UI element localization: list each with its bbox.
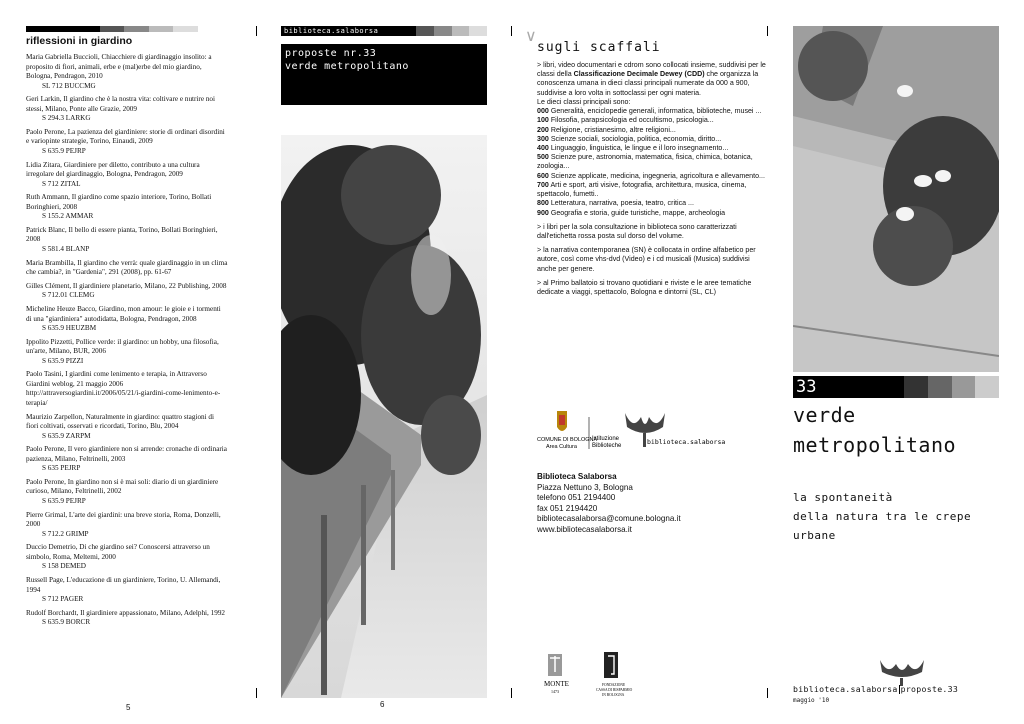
sponsor-logos [544, 652, 644, 700]
issue-label: proposte nr.33 [285, 48, 377, 59]
bibliography-entry [26, 305, 228, 334]
dewey-code: 000 [537, 107, 549, 116]
entry-shelfmark: S 635.9 PEJRP [42, 496, 86, 505]
bibliography-entry [26, 259, 228, 278]
entry-citation: Lidia Zitara, Giardiniere per diletto, contributo a una cultura irregolare del giardinaggio, Bologna, Pendragon, 2009 [26, 160, 200, 179]
entry-shelfmark: S 712 ZITAL [42, 179, 81, 188]
monte-logo [548, 654, 562, 676]
bibliography-entry [26, 53, 228, 91]
entry-citation: Maria Gabriella Buccioli, Chiacchiere di giardinaggio insolito: a proposito di fiori, animali, erbe e (mal)erbe del mio giardino, Bologna, Pendragon, 2010 [26, 53, 212, 80]
bibliography-entry [26, 576, 228, 605]
dewey-class [537, 209, 725, 217]
bibliography-entry [26, 370, 228, 408]
dewey-label: Religione, cristianesimo, altre religioni... [550, 125, 676, 134]
entry-citation: Rudolf Borchardt, Il giardiniere appassionato, Milano, Adelphi, 1992 [26, 608, 226, 617]
dewey-class [537, 172, 765, 180]
entry-shelfmark: SL 712 BUCCMG [42, 81, 96, 90]
dewey-code: 500 [537, 153, 549, 162]
fondazione-logo [604, 652, 618, 678]
dewey-class [537, 144, 728, 152]
bibliography-entry [26, 128, 228, 157]
issue-title: verde metropolitano [285, 61, 409, 72]
entry-shelfmark: S 712.2 GRIMP [42, 529, 89, 538]
logo-strip [537, 407, 769, 452]
dewey-label: Filosofia, parapsicologia ed occultismo, psicologia... [550, 116, 714, 125]
shelf-note: > al Primo ballatoio si trovano quotidiani e riviste e le aree tematiche dedicate a viaggi, spettacolo, Bologna e dintorni (SL, CL) [537, 278, 752, 297]
dewey-code: 700 [537, 180, 549, 189]
dewey-class [537, 135, 721, 143]
salaborsa-logo-text: biblioteca.salaborsa [647, 438, 726, 446]
dewey-code: 900 [537, 208, 549, 217]
footer-brand: biblioteca.salaborsa [793, 684, 898, 694]
shelves-heading: sugli scaffali [537, 40, 661, 55]
entry-citation: Pierre Grimal, L'arte dei giardini: una breve storia, Roma, Donzelli, 2000 [26, 510, 221, 529]
bibliography-entry [26, 511, 228, 540]
fold-mark [767, 688, 768, 698]
bibliography-entry [26, 609, 228, 628]
dewey-class [537, 126, 676, 134]
entry-shelfmark: S 155.2 AMMAR [42, 212, 94, 221]
entry-citation: Paolo Perone, La pazienza del giardiniere: storie di ordinari disordini e variopinte strategie, Torino, Einaudi, 2009 [26, 127, 225, 146]
fold-mark [256, 26, 257, 36]
entry-shelfmark: S 635 PEJRP [42, 464, 81, 473]
bibliography-entry [26, 413, 228, 442]
bibliography-entry [26, 193, 228, 222]
cover-subtitle [793, 488, 971, 545]
tag-label: biblioteca.salaborsa [281, 26, 416, 36]
dewey-code: 100 [537, 116, 549, 125]
street-wall-photo [281, 135, 487, 698]
entry-citation: Geri Larkin, Il giardino che è la nostra vita: coltivare e nutrire noi stessi, Milano, Ponte alle Grazie, 2009 [26, 95, 215, 113]
entry-citation: Maria Brambilla, Il giardino che verrà: quale giardinaggio in un clima che cambia?, in "Gardenia", 291 (2008), pp. 61-67 [26, 258, 228, 277]
entry-shelfmark: S 635.9 ZARPM [42, 431, 91, 440]
entry-citation: Paolo Perone, In giardino non si è mai soli: diario di un giardiniere curioso, Milano, Feltrinelli, 2002 [26, 477, 219, 496]
library-name: Biblioteca Salaborsa [537, 472, 617, 481]
library-fax: fax 051 2194420 [537, 503, 598, 513]
comune-bologna-logo [557, 411, 567, 431]
footer-date: maggio '10 [793, 697, 830, 704]
dewey-label: Scienze applicate, medicina, ingegneria, agricoltura e allevamento... [550, 171, 765, 180]
shelf-note: > i libri per la sola consultazione in biblioteca sono caratterizzati dall'etichetta rossa posta sul dorso del volume. [537, 222, 737, 240]
issue-number: 33 [793, 376, 904, 398]
entry-citation: Patrick Blanc, Il bello di essere pianta, Torino, Bollati Boringhieri, 2008 [26, 225, 218, 244]
istituzione-label: Istituzione [592, 436, 620, 442]
bologna-label: IN BOLOGNA [602, 693, 625, 697]
chevron-down-icon: ∨ [525, 28, 537, 45]
bibliography-entry [26, 478, 228, 507]
biblioteche-label: Biblioteche [592, 443, 622, 449]
bibliography-entry [26, 543, 228, 572]
bibliography-column [26, 26, 228, 632]
entry-shelfmark: S 635.9 PIZZI [42, 356, 84, 365]
dewey-class [537, 199, 694, 207]
library-website[interactable]: www.bibliotecasalaborsa.it [537, 524, 632, 534]
dewey-class [537, 116, 714, 124]
entry-shelfmark: S 158 DEMED [42, 562, 86, 571]
monte-label: MONTE [544, 680, 569, 688]
entry-shelfmark: S 294.3 LARKG [42, 114, 91, 123]
dewey-class [537, 153, 753, 170]
dewey-code: 400 [537, 143, 549, 152]
entry-citation: Micheline Heuze Bacco, Giardino, mon amour: le gioie e i tormenti di una "giardiniera" autodidatta, Bologna, Pendragon, 2008 [26, 305, 221, 323]
entry-shelfmark: S 635.9 PEJRP [42, 146, 86, 155]
entry-citation: Paolo Perone, Il vero giardiniere non si arrende: cronache di ordinaria pazienza, Milano, Feltrinelli, 2003 [26, 445, 227, 463]
bibliography-entry [26, 282, 228, 301]
entry-citation: Ruth Ammann, Il giardino come spazio interiore, Torino, Bollati Boringhieri, 2008 [26, 193, 212, 211]
page-number-left: 5 [126, 703, 131, 712]
monte-year: 1473 [551, 689, 559, 694]
notes-list [537, 223, 769, 298]
cover-title-line1: verde [793, 403, 856, 427]
fold-mark [511, 688, 512, 698]
dewey-label: Geografia e storia, guide turistiche, mappe, archeologia [550, 208, 726, 217]
footer-series: proposte.33 [900, 684, 959, 694]
dewey-label: Scienze sociali, sociologia, politica, economia, diritto... [550, 134, 722, 143]
subtitle-line2: della natura tra le crepe [793, 510, 972, 523]
dewey-code: 300 [537, 134, 549, 143]
entry-shelfmark: S 635.9 BORCR [42, 618, 91, 627]
dewey-label: Arti e sport, arti visive, fotografia, architettura, musica, cinema, spettacolo, fumetti.. [537, 180, 747, 199]
title-box [281, 44, 487, 105]
shelf-note: > la narrativa contemporanea (SN) è collocata in ordine alfabetico per autore, così come vhs-dvd (Video) e i cd musicali (Musica) suddivisi anche per genere. [537, 246, 756, 273]
dewey-code: 600 [537, 171, 549, 180]
address-block [537, 472, 681, 535]
cover-footer [793, 684, 958, 694]
bibliography-entry [26, 338, 228, 367]
dewey-class [537, 181, 746, 198]
fold-mark [256, 688, 257, 698]
cassa-label: CASSA DI RISPARMIO [596, 688, 633, 692]
intro-paragraph: > libri, video documentari e cdrom sono collocati insieme, suddivisi per le classi della Classificazione Decimale Dewey (CDD) che organizza la conoscenza umana in dieci classi principali numerate da 000 a 900, suddivise a loro volta in sottoclassi per ogni materia. Le dieci classi principali sono: 000 Generalità, enciclopedie generali, informatica, biblioteche, musei ... 100 Filosofia, parapsicologia ed occultismo, psicologia... 200 Religione, cristianesimo, altre religioni... 300 Scienze sociali, sociologia, politica, economia, diritto... 400 Linguaggio, linguistica, le lingue e il loro insegnamento... 500 Scienze pure, astronomia, matematica, fisica, chimica, botanica, zoologia... 600 Scienze applicate, medicina, ingegneria, agricoltura e allevamento... 700 Arti e sport, arti visive, fotografia, architettura, musica, cinema, spettacolo, fumetti.. 800 Letteratura, narrativa, poesia, teatro, critica ... 900 Geografia e storia, guide turistiche, mappe, archeologia [537, 61, 766, 217]
tag-bar [281, 26, 487, 36]
fondazione-label: FONDAZIONE [602, 683, 626, 687]
shelves-column [525, 26, 769, 302]
fold-mark [511, 26, 512, 36]
page-number-center: 6 [380, 700, 385, 709]
dewey-label: Scienze pure, astronomia, matematica, fisica, chimica, botanica, zoologia... [537, 153, 753, 171]
area-cultura-label: Area Cultura [546, 444, 577, 450]
cover-title-line2: metropolitano [793, 433, 957, 457]
entry-citation: Paolo Tasini, I giardini come lenimento e terapia, in Attraverso Giardini weblog, 21 maggio 2006 http://attraversogiardini.it/2006/05/21/i-giardini-come-lenimento-e-terapia/ [26, 370, 221, 407]
bibliography-entry [26, 226, 228, 255]
bibliography-heading: riflessioni in giardino [26, 35, 133, 47]
entry-shelfmark: S 712.01 CLEMG [42, 291, 95, 300]
entry-citation: Russell Page, L'educazione di un giardiniere, Torino, U. Allemandi, 1994 [26, 576, 221, 594]
library-email[interactable]: bibliotecasalaborsa@comune.bologna.it [537, 514, 681, 524]
cover-title [793, 400, 956, 460]
entry-citation: Duccio Demetrio, Di che giardino sei? Conoscersi attraverso un simbolo, Roma, Meltemi, 2000 [26, 543, 210, 561]
wall-flowers-photo [793, 26, 999, 372]
subtitle-line1: la spontaneità [793, 491, 893, 504]
comune-label: COMUNE DI BOLOGNA [537, 437, 598, 443]
dewey-label: Generalità, enciclopedie generali, informatica, biblioteche, musei ... [550, 107, 762, 116]
salaborsa-footer-logo [878, 660, 926, 686]
entry-citation: Maurizio Zarpellon, Naturalmente in giardino: quattro stagioni di fiori coltivati, osservati e ricordati, Torino, Blu, 2004 [26, 412, 215, 431]
entry-citation: Gilles Clément, Il giardiniere planetario, Milano, 22 Publishing, 2008 [26, 281, 227, 290]
bibliography-entry [26, 445, 228, 474]
dewey-code: 800 [537, 199, 549, 208]
header-color-bar [26, 26, 198, 32]
bibliography-entry [26, 95, 228, 124]
issue-number-bar [793, 376, 999, 398]
dewey-class [537, 107, 761, 115]
entry-shelfmark: S 635.9 HEUZBM [42, 324, 97, 332]
subtitle-line3: urbane [793, 529, 836, 542]
dewey-code: 200 [537, 125, 549, 134]
bibliography-entry [26, 161, 228, 190]
bibliography-list [26, 53, 228, 628]
library-phone: telefono 051 2194400 [537, 493, 616, 503]
dewey-label: Linguaggio, linguistica, le lingue e il loro insegnamento... [550, 143, 729, 152]
library-street: Piazza Nettuno 3, Bologna [537, 482, 633, 492]
dewey-label: Letteratura, narrativa, poesia, teatro, critica ... [550, 199, 694, 208]
entry-shelfmark: S 581.4 BLANP [42, 244, 90, 253]
entry-shelfmark: S 712 PAGER [42, 595, 84, 603]
entry-citation: Ippolito Pizzetti, Pollice verde: il giardino: un hobby, una filosofia, un'arte, Milano, BUR, 2006 [26, 337, 219, 356]
